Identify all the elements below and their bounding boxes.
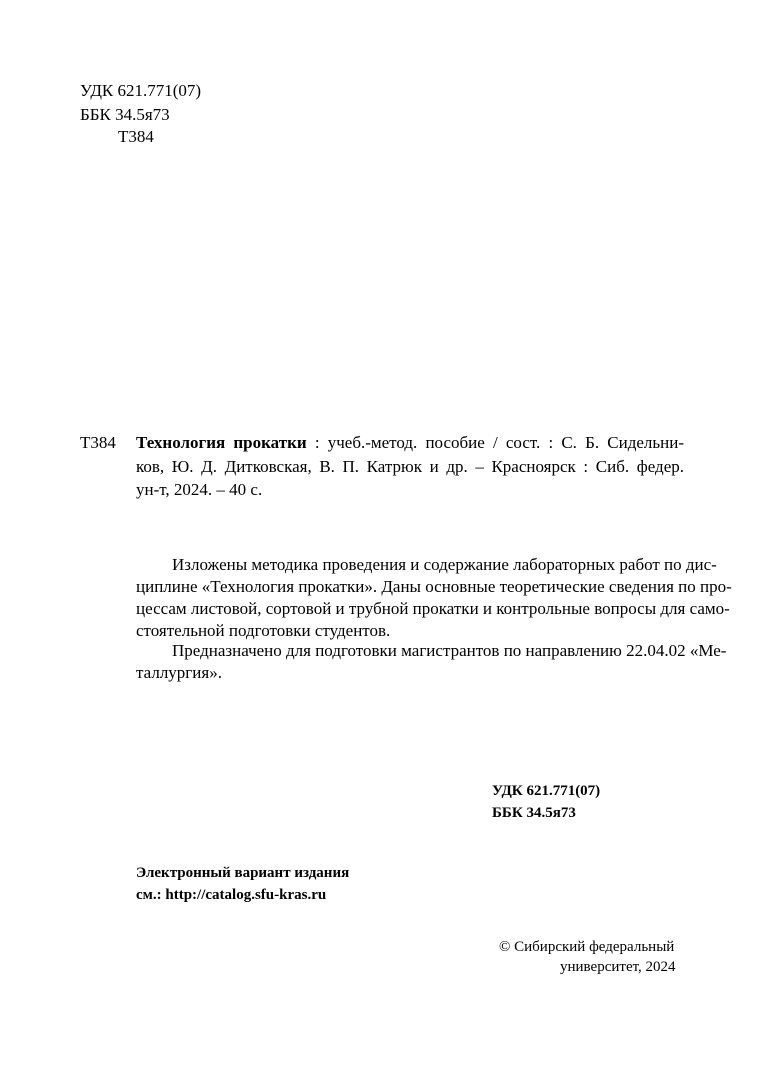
class-bbk: ББК 34.5я73 <box>492 805 576 821</box>
abstract-line-2: циплине «Технология прокатки». Даны основные теоретические сведения по про- <box>136 577 732 596</box>
bib-line-2: ков, Ю. Д. Дитковская, В. П. Катрюк и др. – Красноярск : Сиб. федер. <box>136 457 684 476</box>
bib-line-3: ун-т, 2024. – 40 с. <box>136 480 263 499</box>
electronic-line-2: см.: http://catalog.sfu-kras.ru <box>136 887 327 903</box>
abstract-line-5: Предназначено для подготовки магистрантов по направлению 22.04.02 «Ме- <box>172 641 727 660</box>
bib-line-1 <box>136 432 684 454</box>
abstract-line-6: таллургия». <box>136 663 222 682</box>
header-udk: УДК 621.771(07) <box>80 81 202 100</box>
abstract-line-1: Изложены методика проведения и содержание лабораторных работ по дис- <box>172 555 717 574</box>
copyright-line-1: © Сибирский федеральный <box>499 939 675 955</box>
bib-author-mark: Т384 <box>80 433 116 452</box>
bib-title: Технология прокатки <box>136 433 307 452</box>
abstract-line-4: стоятельной подготовки студентов. <box>136 621 391 640</box>
abstract-line-3: цессам листовой, сортовой и трубной прокатки и контрольные вопросы для само- <box>136 599 730 618</box>
class-udk: УДК 621.771(07) <box>492 783 601 799</box>
electronic-line-1: Электронный вариант издания <box>136 865 350 881</box>
bib-line-1-rest: : учеб.-метод. пособие / сост. : С. Б. Сидельни- <box>306 433 684 452</box>
header-bbk: ББК 34.5я73 <box>80 105 170 124</box>
copyright-line-2: университет, 2024 <box>560 959 676 975</box>
header-author-mark: Т384 <box>118 127 154 146</box>
